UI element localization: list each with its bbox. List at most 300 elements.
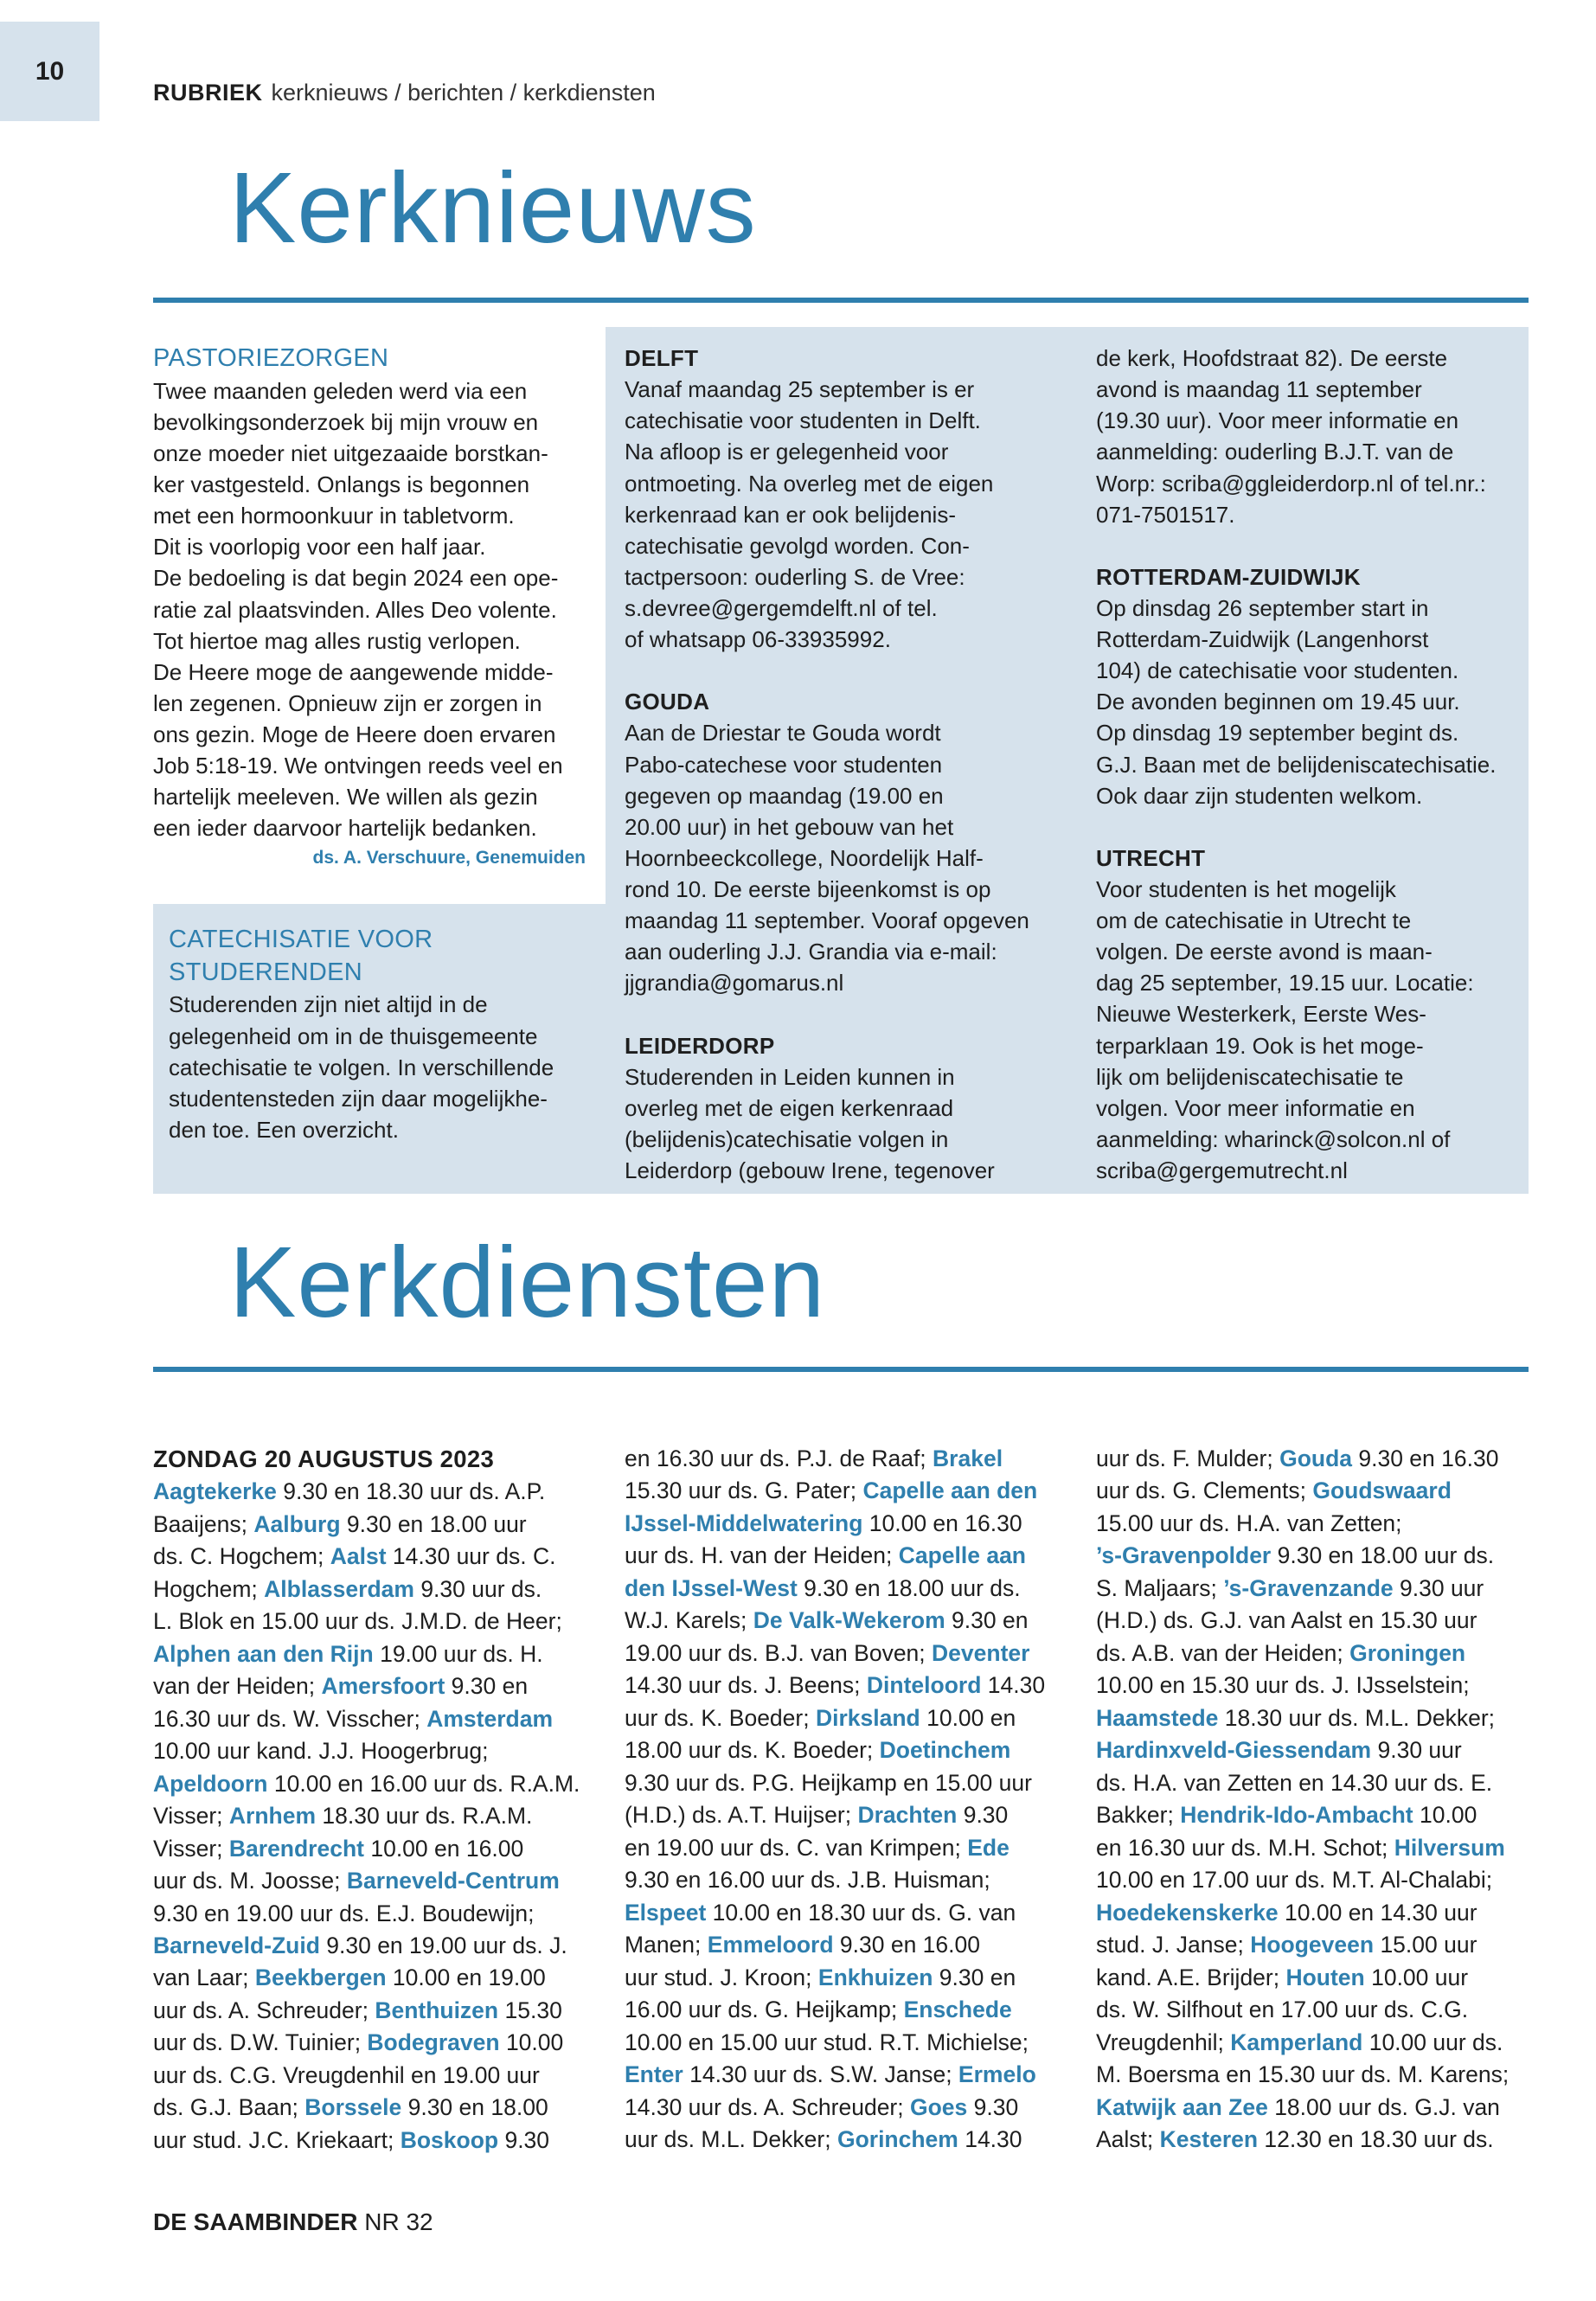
text-line: Worp: scriba@ggleiderdorp.nl of tel.nr.: — [1096, 470, 1486, 497]
place-name: Kamperland — [1230, 2029, 1363, 2055]
leiderdorp-body — [625, 1061, 1066, 1187]
service-detail: stud. J. Janse; — [1096, 1932, 1251, 1958]
service-detail: ds. A.B. van der Heiden; — [1096, 1639, 1350, 1666]
service-detail: 14.30 uur ds. A. Schreuder; — [625, 2093, 910, 2120]
text-line: tactpersoon: ouderling S. de Vree: — [625, 563, 965, 590]
service-detail: Aalst; — [1096, 2126, 1160, 2153]
place-name: Groningen — [1349, 1639, 1466, 1666]
service-detail: S. Maljaars; — [1096, 1574, 1224, 1601]
place-name: ’s-Gravenpolder — [1096, 1542, 1272, 1569]
service-line — [153, 1476, 594, 1508]
service-line — [1096, 2059, 1537, 2091]
service-detail: 9.30 en 18.00 — [401, 2094, 548, 2121]
rotterdam-body — [1096, 593, 1524, 811]
text-line: rond 10. De eerste bijeenkomst is op — [625, 876, 991, 902]
service-detail: Visser; — [153, 1803, 229, 1830]
utrecht-body — [1096, 874, 1524, 1186]
text-line: Nieuwe Westerkerk, Eerste Wes- — [1096, 1001, 1426, 1028]
text-line: volgen. De eerste avond is maan- — [1096, 939, 1433, 965]
rubriek-header — [153, 80, 656, 106]
place-name: Enschede — [903, 1997, 1012, 2023]
text-line: kerkenraad kan er ook belijdenis- — [625, 501, 956, 528]
service-line — [1096, 1897, 1537, 1929]
service-detail: en 16.30 uur ds. P.J. de Raaf; — [625, 1445, 933, 1471]
services-column-3 — [1096, 1443, 1537, 2157]
text-line: ratie zal plaatsvinden. Alles Deo volente. — [153, 596, 557, 623]
leiderdorp-body-continued — [1096, 343, 1524, 530]
text-line: maandag 11 september. Vooraf opgeven — [625, 907, 1029, 934]
text-line: Twee maanden geleden werd via een — [153, 377, 528, 404]
place-name: De Valk-Wekerom — [753, 1607, 945, 1634]
text-line: gegeven op maandag (19.00 en — [625, 782, 944, 809]
place-name: ’s-Gravenzande — [1223, 1574, 1394, 1601]
service-line — [153, 1800, 594, 1832]
place-name: Alblasserdam — [264, 1575, 414, 1602]
service-line — [625, 1508, 1066, 1540]
place-name: Apeldoorn — [153, 1770, 268, 1797]
service-detail: 10.00 en 14.30 uur — [1278, 1899, 1477, 1926]
service-detail: ds. H.A. van Zetten en 14.30 uur ds. E. — [1096, 1769, 1493, 1796]
service-detail: 18.30 uur ds. R.A.M. — [316, 1803, 533, 1830]
page-number: 10 — [0, 22, 99, 121]
place-name: Hilversum — [1394, 1834, 1505, 1861]
place-name: Hoogeveen — [1250, 1932, 1375, 1958]
service-detail: uur ds. H. van der Heiden; — [625, 1542, 899, 1569]
service-detail: 10.00 uur kand. J.J. Hoogerbrug; — [153, 1738, 489, 1765]
place-name: Capelle aan — [898, 1542, 1026, 1569]
service-detail: 9.30 — [967, 2093, 1019, 2120]
place-name: Arnhem — [228, 1803, 317, 1830]
rubriek-label: RUBRIEK — [153, 80, 263, 106]
kerkdiensten-title: Kerkdiensten — [229, 1226, 826, 1338]
service-line — [625, 2124, 1066, 2156]
text-line: of whatsapp 06-33935992. — [625, 626, 891, 653]
place-name: Kesteren — [1159, 2126, 1259, 2153]
service-detail: uur ds. K. Boeder; — [625, 1704, 816, 1731]
text-line: Rotterdam-Zuidwijk (Langenhorst — [1096, 626, 1429, 652]
service-line — [625, 1767, 1066, 1799]
service-detail: L. Blok en 15.00 uur ds. J.M.D. de Heer; — [153, 1608, 562, 1635]
service-detail: Baaijens; — [153, 1510, 254, 1537]
service-line — [153, 1833, 594, 1865]
service-detail: 9.30 uur — [1393, 1574, 1484, 1601]
place-name: Barneveld-Centrum — [346, 1868, 560, 1894]
service-line — [153, 2125, 594, 2157]
text-line: Studerenden in Leiden kunnen in — [625, 1063, 955, 1090]
text-line: aanmelding: ouderling B.J.T. van de — [1096, 439, 1454, 465]
service-detail: 12.30 en 18.30 uur ds. — [1258, 2126, 1494, 2153]
service-detail: 10.00 en 16.00 uur ds. R.A.M. — [267, 1770, 580, 1797]
magazine-name: DE SAAMBINDER — [153, 2208, 358, 2235]
service-detail: 10.00 — [499, 2029, 564, 2056]
place-name: Capelle aan den — [862, 1477, 1038, 1504]
service-detail: 9.30 uur ds. — [413, 1575, 542, 1602]
service-detail: 16.00 uur ds. G. Heijkamp; — [625, 1997, 904, 2023]
service-detail: 14.30 uur ds. S.W. Janse; — [683, 2061, 958, 2088]
service-line — [625, 1994, 1066, 2026]
text-line: catechisatie gevolgd worden. Con- — [625, 532, 970, 559]
service-line — [153, 1898, 594, 1930]
service-line — [1096, 1734, 1537, 1766]
text-line: Studerenden zijn niet altijd in de — [169, 991, 488, 1018]
service-detail: 10.00 en 17.00 uur ds. M.T. Al-Chalabi; — [1096, 1867, 1493, 1894]
service-line — [625, 1929, 1066, 1961]
service-detail: ds. G.J. Baan; — [153, 2094, 305, 2121]
service-detail: 9.30 en 18.30 uur ds. A.P. — [276, 1478, 546, 1505]
text-line: overleg met de eigen kerkenraad — [625, 1094, 954, 1121]
catechisatie-column-3 — [1096, 343, 1524, 1186]
text-line: (19.30 uur). Voor meer informatie en — [1096, 407, 1459, 434]
place-name: Brakel — [933, 1445, 1003, 1471]
service-line — [625, 1540, 1066, 1572]
text-line: Hoornbeeckcollege, Noordelijk Half- — [625, 844, 984, 871]
service-line — [153, 1509, 594, 1541]
text-line: Na afloop is er gelegenheid voor — [625, 439, 949, 465]
service-detail: ds. W. Silfhout en 17.00 uur ds. C.G. — [1096, 1997, 1469, 2023]
place-name: Alphen aan den Rijn — [153, 1640, 374, 1667]
service-line — [153, 2092, 594, 2124]
service-line — [1096, 1994, 1537, 2026]
service-line — [1096, 1540, 1537, 1572]
services-column-1 — [153, 1443, 594, 2157]
service-line — [1096, 1702, 1537, 1734]
place-name: Dirksland — [815, 1704, 920, 1731]
service-line — [1096, 1929, 1537, 1961]
text-line: G.J. Baan met de belijdeniscatechisatie. — [1096, 751, 1497, 778]
service-line — [153, 1995, 594, 2027]
service-detail: Hogchem; — [153, 1575, 265, 1602]
service-line — [625, 2092, 1066, 2124]
service-detail: 10.00 — [1413, 1802, 1477, 1829]
service-line — [153, 1670, 594, 1702]
service-line — [625, 2059, 1066, 2091]
service-detail: van Laar; — [153, 1965, 255, 1991]
service-line — [153, 1541, 594, 1573]
text-line: 20.00 uur) in het gebouw van het — [625, 813, 954, 840]
place-name: Barneveld-Zuid — [153, 1932, 320, 1958]
place-name: Aalburg — [253, 1510, 341, 1537]
service-detail: 19.00 uur ds. B.J. van Boven; — [625, 1639, 933, 1666]
service-detail: 9.30 en — [945, 1607, 1029, 1634]
text-line: dag 25 september, 19.15 uur. Locatie: — [1096, 970, 1474, 997]
catechisatie-intro — [169, 924, 593, 1145]
leiderdorp-heading: LEIDERDORP — [625, 1032, 775, 1059]
service-detail: 10.00 en 18.30 uur ds. G. van — [706, 1899, 1016, 1926]
service-detail: (H.D.) ds. A.T. Huijser; — [625, 1802, 858, 1829]
service-line — [625, 1799, 1066, 1831]
text-line: De avonden beginnen om 19.45 uur. — [1096, 689, 1460, 715]
service-detail: W.J. Karels; — [625, 1607, 753, 1634]
place-name: Elspeet — [625, 1899, 707, 1926]
service-detail: uur stud. J.C. Kriekaart; — [153, 2126, 401, 2153]
place-name: Gouda — [1279, 1445, 1352, 1471]
text-line: De Heere moge de aangewende midde- — [153, 658, 554, 685]
issue-number: NR 32 — [364, 2208, 433, 2235]
service-detail: 10.00 en — [920, 1704, 1016, 1731]
service-line — [1096, 1832, 1537, 1864]
text-line: catechisatie te volgen. In verschillende — [169, 1054, 554, 1080]
service-line — [153, 1735, 594, 1767]
service-detail: uur ds. D.W. Tuinier; — [153, 2029, 368, 2056]
service-line — [625, 1475, 1066, 1507]
text-line: Op dinsdag 19 september begint ds. — [1096, 720, 1459, 747]
service-line — [625, 1962, 1066, 1994]
catechisatie-heading-2: STUDERENDEN — [169, 958, 363, 986]
place-name: Hardinxveld-Giessendam — [1096, 1737, 1372, 1764]
place-name: Gorinchem — [836, 2126, 958, 2153]
place-name: Ermelo — [958, 2061, 1036, 2088]
service-detail: 9.30 en 18.00 uur ds. — [1271, 1542, 1495, 1569]
place-name: Emmeloord — [707, 1932, 834, 1958]
catechisatie-column-2 — [625, 343, 1066, 1186]
text-line: s.devree@gergemdelft.nl of tel. — [625, 595, 938, 621]
text-line: len zegenen. Opnieuw zijn er zorgen in — [153, 689, 542, 716]
service-line — [1096, 1962, 1537, 1994]
service-detail: 9.30 uur ds. P.G. Heijkamp en 15.00 uur — [625, 1769, 1032, 1796]
text-line: aan ouderling J.J. Grandia via e-mail: — [625, 939, 997, 965]
service-line — [625, 1702, 1066, 1734]
service-line — [1096, 1605, 1537, 1637]
service-line — [153, 1930, 594, 1962]
text-line: Job 5:18-19. We ontvingen reeds veel en — [153, 753, 563, 779]
text-line: gelegenheid om in de thuisgemeente — [169, 1022, 538, 1049]
text-line: catechisatie voor studenten in Delft. — [625, 407, 981, 434]
place-name: Doetinchem — [879, 1737, 1011, 1764]
text-line: ontmoeting. Na overleg met de eigen — [625, 470, 994, 497]
service-line — [1096, 1443, 1537, 1475]
place-name: Benthuizen — [375, 1997, 499, 2023]
service-detail: 9.30 en 16.30 — [1352, 1445, 1499, 1471]
service-detail: uur ds. M.L. Dekker; — [625, 2126, 837, 2153]
service-detail: uur ds. G. Clements; — [1096, 1477, 1313, 1504]
service-detail: 18.30 uur ds. M.L. Dekker; — [1218, 1704, 1496, 1731]
service-detail: 15.30 — [498, 1997, 562, 2023]
service-line — [1096, 1508, 1537, 1540]
service-detail: 10.00 uur — [1364, 1964, 1469, 1990]
place-name: Ede — [967, 1834, 1010, 1861]
service-detail: uur ds. M. Joosse; — [153, 1868, 347, 1894]
place-name: Borssele — [304, 2094, 402, 2121]
service-line — [153, 1768, 594, 1800]
place-name: Boskoop — [400, 2126, 499, 2153]
text-line: volgen. Voor meer informatie en — [1096, 1094, 1415, 1121]
place-name: Hoedekenskerke — [1096, 1899, 1279, 1926]
service-detail: M. Boersma en 15.30 uur ds. M. Karens; — [1096, 2061, 1509, 2088]
services-lines — [153, 1476, 594, 2157]
utrecht-heading: UTRECHT — [1096, 844, 1206, 871]
service-line — [153, 1865, 594, 1897]
place-name: Aagtekerke — [153, 1478, 277, 1505]
service-detail: 10.00 en 15.30 uur ds. J. IJsselstein; — [1096, 1672, 1470, 1699]
service-detail: 9.30 uur — [1371, 1737, 1462, 1764]
place-name: Enkhuizen — [817, 1964, 933, 1990]
text-line: met een hormoonkuur in tabletvorm. — [153, 503, 515, 529]
service-detail: 18.00 uur ds. G.J. van — [1267, 2093, 1500, 2120]
service-detail: Vreugdenhil; — [1096, 2029, 1231, 2055]
service-detail: uur ds. A. Schreuder; — [153, 1997, 375, 2023]
pastoriezorgen-signature: ds. A. Verschuure, Genemuiden — [312, 847, 586, 868]
place-name: Aalst — [330, 1543, 387, 1570]
services-column-2 — [625, 1443, 1066, 2157]
service-line — [625, 1443, 1066, 1475]
service-line — [625, 2027, 1066, 2059]
services-lines — [1096, 1443, 1537, 2157]
place-name: Katwijk aan Zee — [1096, 2093, 1268, 2120]
text-line: ker vastgesteld. Onlangs is begonnen — [153, 471, 530, 498]
place-name: Drachten — [857, 1802, 958, 1829]
service-line — [625, 1864, 1066, 1896]
service-detail: 9.30 en — [445, 1673, 529, 1700]
services-lines — [625, 1443, 1066, 2157]
service-line — [1096, 2092, 1537, 2124]
service-detail: 9.30 — [957, 1802, 1009, 1829]
service-line — [153, 2060, 594, 2092]
place-name: Bodegraven — [367, 2029, 500, 2056]
service-detail: Bakker; — [1096, 1802, 1181, 1829]
service-detail: 14.30 uur ds. J. Beens; — [625, 1672, 867, 1699]
service-detail: 9.30 en 18.00 uur — [340, 1510, 527, 1537]
service-detail: 10.00 en 19.00 — [386, 1965, 546, 1991]
text-line: 071-7501517. — [1096, 501, 1235, 528]
place-name: Goudswaard — [1312, 1477, 1452, 1504]
service-line — [625, 1734, 1066, 1766]
service-line — [625, 1638, 1066, 1670]
pastoriezorgen-body — [153, 375, 586, 844]
place-name: Hendrik-Ido-Ambacht — [1180, 1802, 1413, 1829]
place-name: Goes — [909, 2093, 968, 2120]
service-line — [1096, 2027, 1537, 2059]
rotterdam-heading: ROTTERDAM-ZUIDWIJK — [1096, 563, 1361, 590]
service-line — [625, 1605, 1066, 1637]
service-detail: 14.30 — [981, 1672, 1046, 1699]
text-line: Op dinsdag 26 september start in — [1096, 594, 1429, 621]
service-line — [153, 1574, 594, 1606]
place-name: IJssel-Middelwatering — [625, 1509, 863, 1536]
service-line — [1096, 1799, 1537, 1831]
service-detail: 15.30 uur ds. G. Pater; — [625, 1477, 863, 1504]
catechisatie-body — [169, 989, 593, 1145]
service-detail: 10.00 en 16.00 — [363, 1835, 524, 1862]
text-line: Tot hiertoe mag alles rustig verlopen. — [153, 627, 521, 654]
text-line: terparklaan 19. Ook is het moge- — [1096, 1032, 1424, 1059]
service-detail: 16.30 uur ds. W. Visscher; — [153, 1705, 427, 1732]
service-detail: en 19.00 uur ds. C. van Krimpen; — [625, 1834, 968, 1861]
place-name: Dinteloord — [866, 1672, 982, 1699]
service-detail: 14.30 uur ds. C. — [386, 1543, 556, 1570]
text-line: hartelijk meeleven. We willen als gezin — [153, 784, 538, 811]
kerknieuws-title: Kerknieuws — [229, 151, 757, 264]
delft-body — [625, 374, 1066, 655]
text-line: ons gezin. Moge de Heere doen ervaren — [153, 721, 556, 748]
kerknieuws-rule — [153, 298, 1529, 303]
service-detail: Manen; — [625, 1932, 708, 1958]
service-line — [1096, 2124, 1537, 2156]
service-detail: uur stud. J. Kroon; — [625, 1964, 818, 1990]
service-detail: 9.30 en 16.00 — [833, 1932, 981, 1958]
service-line — [153, 1606, 594, 1638]
place-name: Amersfoort — [321, 1673, 445, 1700]
services-date-heading: ZONDAG 20 AUGUSTUS 2023 — [153, 1445, 495, 1472]
service-detail: van der Heiden; — [153, 1673, 322, 1700]
service-line — [153, 1703, 594, 1735]
rubriek-path: kerknieuws / berichten / kerkdiensten — [271, 80, 656, 106]
text-line: aanmelding: wharinck@solcon.nl of — [1096, 1125, 1451, 1152]
service-detail: 9.30 en — [933, 1964, 1016, 1990]
text-line: jjgrandia@gomarus.nl — [625, 970, 844, 997]
text-line: scriba@gergemutrecht.nl — [1096, 1157, 1348, 1183]
footer — [153, 2208, 433, 2236]
service-line — [625, 1897, 1066, 1929]
text-line: lijk om belijdeniscatechisatie te — [1096, 1063, 1404, 1090]
service-detail: uur ds. F. Mulder; — [1096, 1445, 1280, 1471]
place-name: Houten — [1285, 1964, 1365, 1990]
place-name: Barendrecht — [228, 1835, 364, 1862]
service-line — [1096, 1670, 1537, 1702]
service-detail: (H.D.) ds. G.J. van Aalst en 15.30 uur — [1096, 1607, 1477, 1634]
service-line — [153, 1638, 594, 1670]
service-detail: 9.30 en 19.00 uur ds. J. — [319, 1932, 567, 1958]
service-detail: 10.00 en 15.00 uur stud. R.T. Michielse; — [625, 2029, 1029, 2055]
place-name: Beekbergen — [254, 1965, 387, 1991]
place-name: Haamstede — [1096, 1704, 1219, 1731]
catechisatie-heading-1: CATECHISATIE VOOR — [169, 926, 433, 953]
service-detail: 10.00 en 16.30 — [862, 1509, 1022, 1536]
service-detail: 19.00 uur ds. H. — [373, 1640, 543, 1667]
text-line: een ieder daarvoor hartelijk bedanken. — [153, 815, 537, 842]
service-line — [1096, 1864, 1537, 1896]
text-line: studentensteden zijn daar mogelijkhe- — [169, 1085, 548, 1112]
service-line — [625, 1832, 1066, 1864]
place-name: Amsterdam — [426, 1705, 554, 1732]
service-detail: 18.00 uur ds. K. Boeder; — [625, 1737, 880, 1764]
text-line: (belijdenis)catechisatie volgen in — [625, 1125, 949, 1152]
service-line — [625, 1573, 1066, 1605]
text-line: bevolkingsonderzoek bij mijn vrouw en — [153, 408, 539, 435]
service-detail: ds. C. Hogchem; — [153, 1543, 330, 1570]
service-detail: 14.30 — [958, 2126, 1022, 2153]
service-detail: 10.00 uur ds. — [1362, 2029, 1503, 2055]
service-detail: 9.30 en 19.00 uur ds. E.J. Boudewijn; — [153, 1900, 535, 1926]
pastoriezorgen-heading: PASTORIEZORGEN — [153, 344, 389, 372]
service-detail: 9.30 — [498, 2126, 550, 2153]
pastoriezorgen-article — [153, 343, 586, 868]
kerkdiensten-rule — [153, 1367, 1529, 1372]
service-detail: 9.30 en 18.00 uur ds. — [797, 1574, 1021, 1601]
text-line: onze moeder niet uitgezaaide borstkan- — [153, 439, 548, 466]
gouda-heading: GOUDA — [625, 689, 710, 715]
text-line: den toe. Een overzicht. — [169, 1116, 399, 1143]
text-line: de kerk, Hoofdstraat 82). De eerste — [1096, 345, 1448, 371]
delft-heading: DELFT — [625, 345, 699, 371]
text-line: Vanaf maandag 25 september is er — [625, 376, 975, 403]
place-name: Deventer — [932, 1639, 1030, 1666]
text-line: om de catechisatie in Utrecht te — [1096, 907, 1412, 933]
service-line — [1096, 1475, 1537, 1507]
service-line — [625, 1670, 1066, 1702]
text-line: De bedoeling is dat begin 2024 een ope- — [153, 565, 559, 592]
service-detail: uur ds. C.G. Vreugdenhil en 19.00 uur — [153, 2061, 540, 2088]
service-detail: en 16.30 uur ds. M.H. Schot; — [1096, 1834, 1394, 1861]
service-line — [153, 2027, 594, 2059]
text-line: Leiderdorp (gebouw Irene, tegenover — [625, 1157, 995, 1183]
text-line: avond is maandag 11 september — [1096, 376, 1422, 403]
service-line — [1096, 1638, 1537, 1670]
text-line: Voor studenten is het mogelijk — [1096, 875, 1396, 902]
service-detail: 9.30 en 16.00 uur ds. J.B. Huisman; — [625, 1867, 990, 1894]
text-line: Dit is voorlopig voor een half jaar. — [153, 534, 486, 561]
service-detail: 15.00 uur — [1374, 1932, 1477, 1958]
place-name: Enter — [625, 2061, 683, 2088]
